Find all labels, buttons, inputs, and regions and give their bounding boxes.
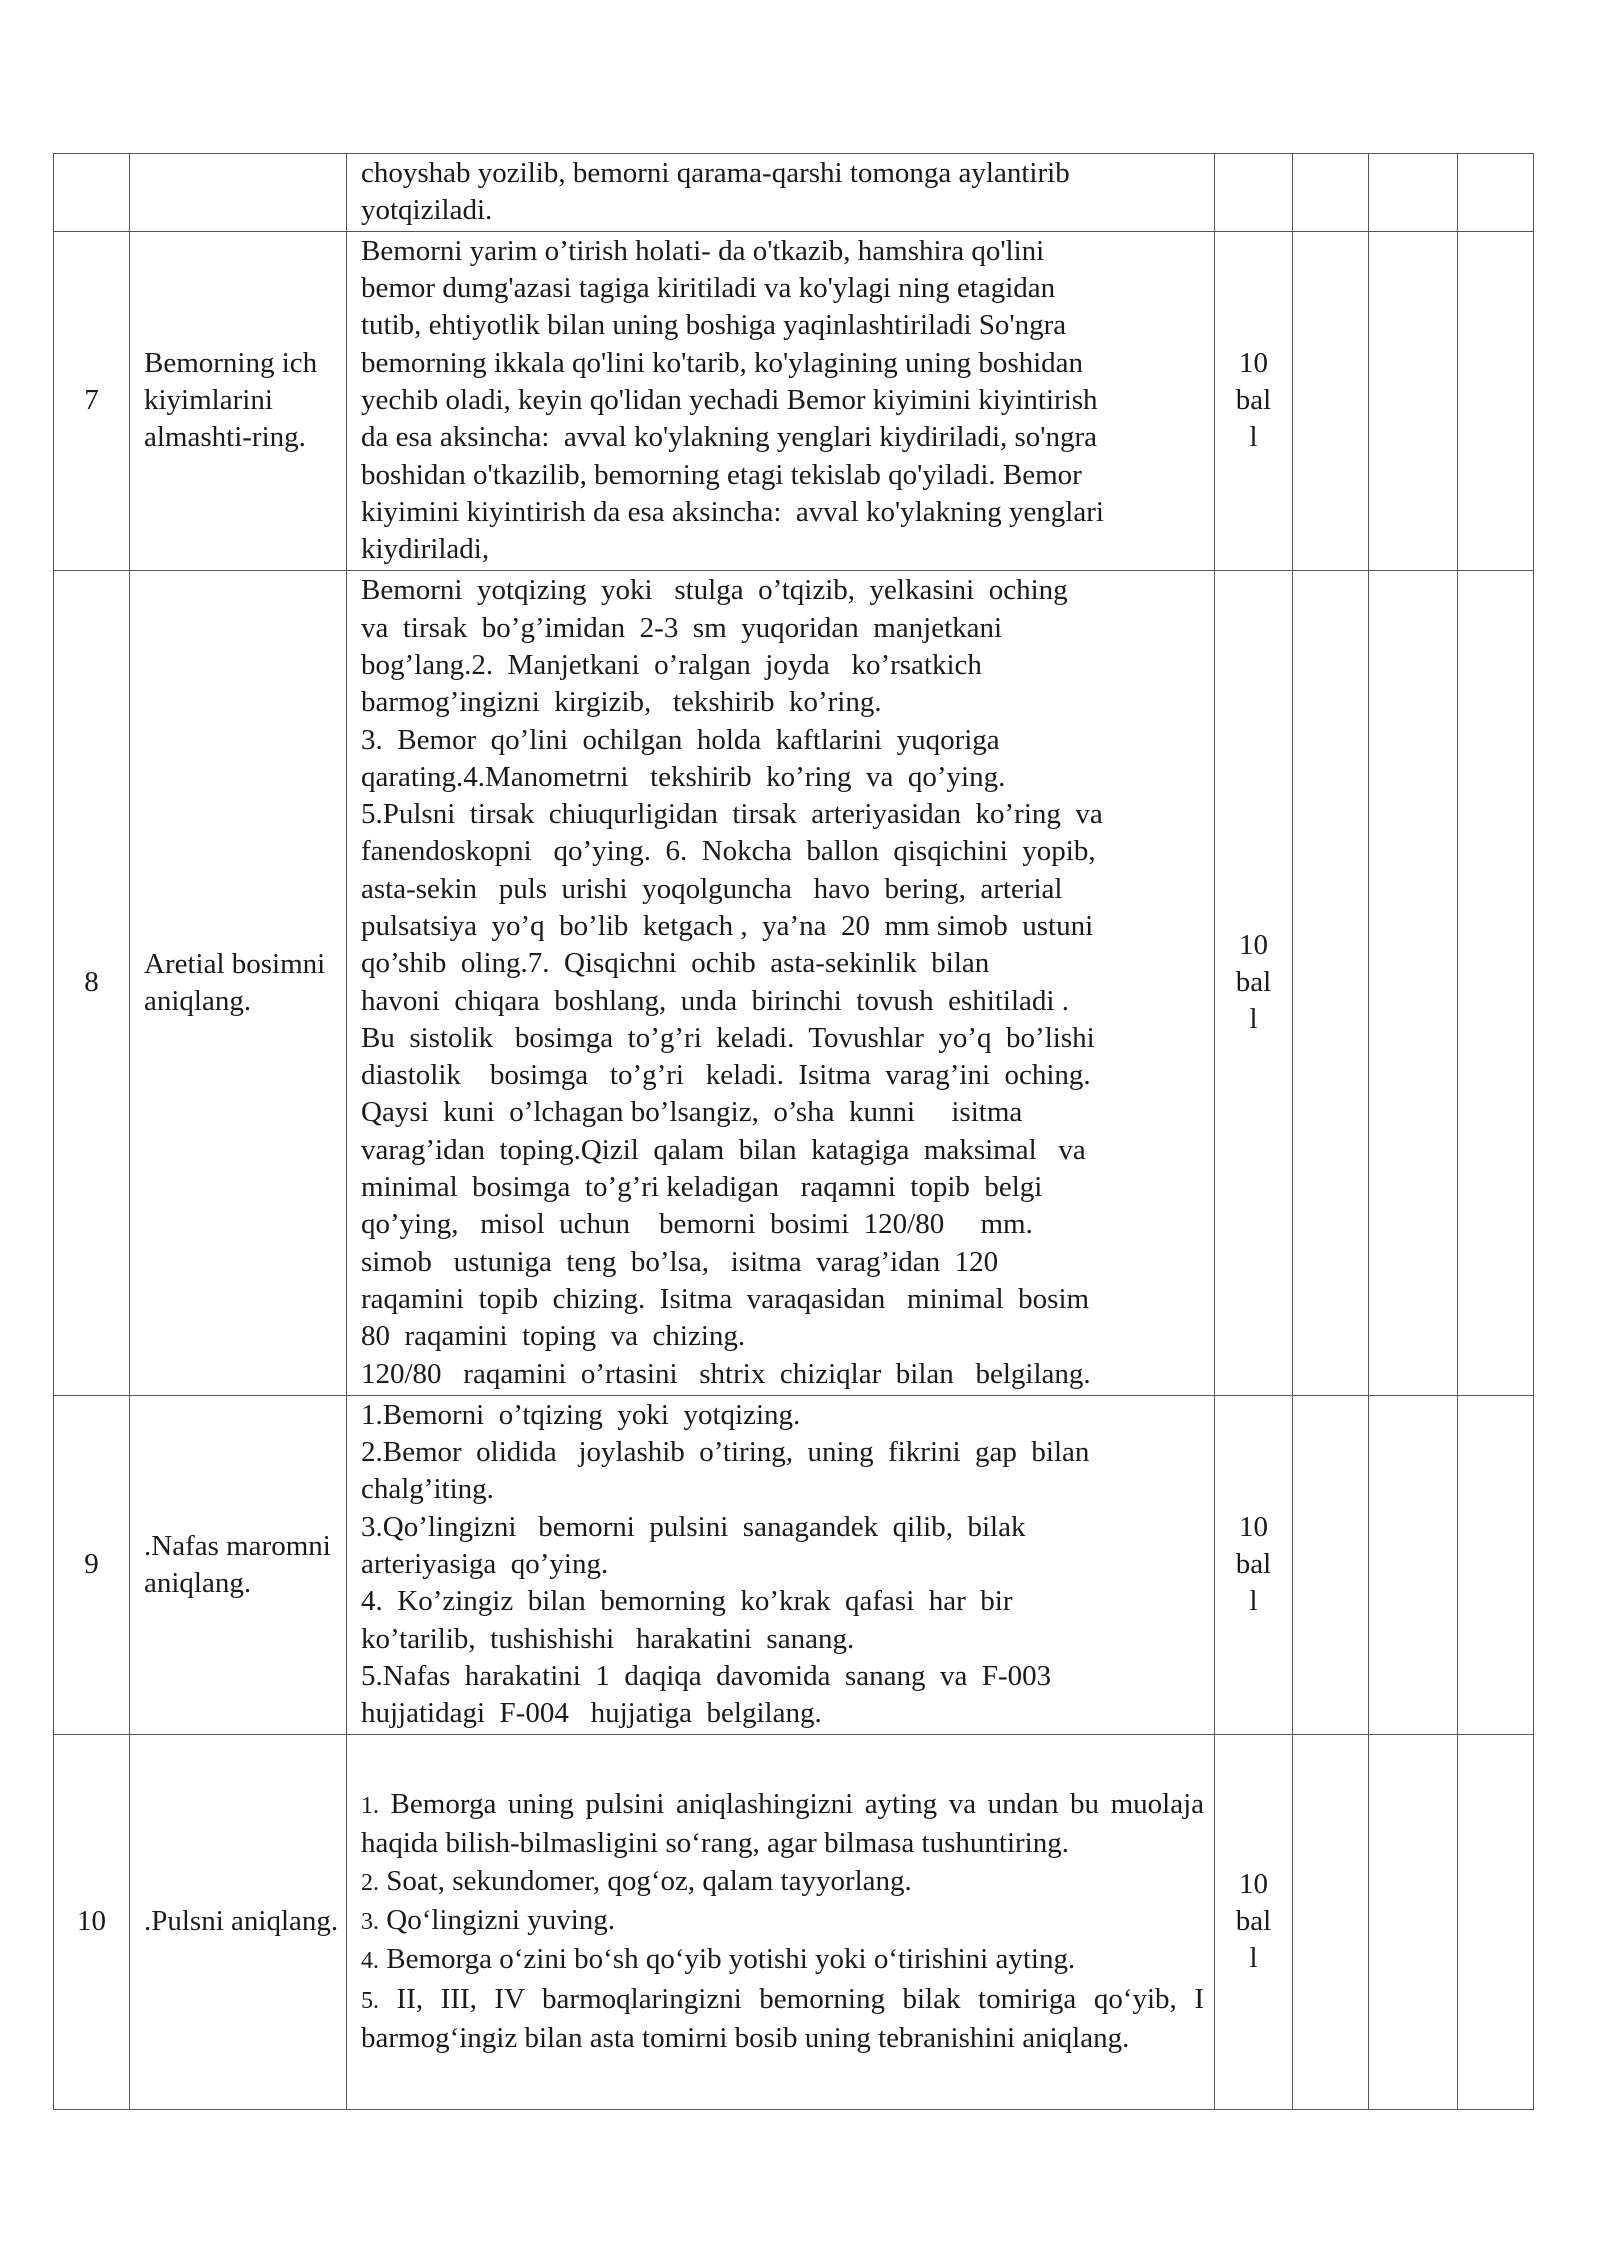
table-row xyxy=(54,1395,1534,1734)
step-item xyxy=(361,1863,1204,1902)
step-line: simob ustuniga teng bo’lsa, isitma varag’idan 120 xyxy=(361,1245,999,1278)
step-line: qarating.4.Manometrni tekshirib ko’ring va qo’ying. xyxy=(361,760,1006,793)
step-text: Bemorga uning pulsini aniqlashingizni ayting va undan bu muolaja haqida bilish-bilmasligini so‘rang, agar bilmasa tushuntiring. xyxy=(361,1788,1205,1860)
step-text: Soat, sekundomer, qog‘oz, qalam tayyorlang. xyxy=(386,1864,912,1897)
assessment-table xyxy=(53,153,1534,2110)
step-item xyxy=(361,1941,1204,1980)
step-line: Bemorni yotqizing yoki stulga o’tqizib, yelkasini oching xyxy=(361,574,1068,607)
table-row xyxy=(54,154,1534,232)
mark-cell-b xyxy=(1369,1395,1458,1734)
step-line: 4. Ko’zingiz bilan bemorning ko’krak qafasi har bir xyxy=(361,1585,1013,1618)
table-row xyxy=(54,231,1534,570)
table-row xyxy=(54,570,1534,1395)
step-text: Bemorga o‘zini bo‘sh qo‘yib yotishi yoki o‘tirishini ayting. xyxy=(386,1943,1076,1976)
step-line: arteriyasiga qo’ying. xyxy=(361,1547,609,1580)
mark-cell-a xyxy=(1293,1395,1369,1734)
procedure-title: .Pulsni aniqlang. xyxy=(130,1734,347,2109)
score-cell: 10 bal l xyxy=(1215,570,1293,1395)
mark-cell-b xyxy=(1369,154,1458,232)
procedure-steps xyxy=(347,154,1215,232)
step-line: Bemorni yarim o’tirish holati- da o'tkazib, hamshira qo'lini xyxy=(361,234,1045,267)
table-row xyxy=(54,1734,1534,2109)
step-line: 3.Qo’lingizni bemorni pulsini sanagandek qilib, bilak xyxy=(361,1510,1026,1543)
step-line: chalg’iting. xyxy=(361,1473,494,1506)
procedure-steps xyxy=(347,1395,1215,1734)
step-line: Qaysi kuni o’lchagan bo’lsangiz, o’sha kunni isitma xyxy=(361,1096,1023,1129)
step-line: choyshab yozilib, bemorni qarama-qarshi tomonga aylantirib xyxy=(361,157,1070,189)
procedure-title: Bemorning ich kiyimlarini almashti-ring. xyxy=(130,231,347,570)
score-cell xyxy=(1215,154,1293,232)
step-item xyxy=(361,1981,1204,2058)
step-line: varag’idan toping.Qizil qalam bilan katagiga maksimal va xyxy=(361,1133,1086,1166)
row-number: 7 xyxy=(54,231,130,570)
step-line: va tirsak bo’g’imidan 2-3 sm yuqoridan manjetkani xyxy=(361,611,1003,644)
mark-cell-c xyxy=(1458,1395,1534,1734)
step-line: bemor dumg'azasi tagiga kiritiladi va ko'ylagi ning etagidan xyxy=(361,272,1056,305)
step-line: fanendoskopni qo’ying. 6. Nokcha ballon qisqichini yopib, xyxy=(361,835,1096,868)
step-item xyxy=(361,1786,1204,1863)
step-line: boshidan o'tkazilib, bemorning etagi tekislab qo'yiladi. Bemor xyxy=(361,458,1082,491)
step-line: minimal bosimga to’g’ri keladigan raqamni topib belgi xyxy=(361,1171,1043,1204)
step-line: kiydiriladi, xyxy=(361,533,490,566)
mark-cell-c xyxy=(1458,1734,1534,2109)
step-line: 5.Nafas harakatini 1 daqiqa davomida sanang va F-003 xyxy=(361,1659,1052,1692)
score-cell: 10 bal l xyxy=(1215,1395,1293,1734)
step-line: 80 raqamini toping va chizing. xyxy=(361,1320,746,1353)
score-cell: 10 bal l xyxy=(1215,231,1293,570)
step-line: ko’tarilib, tushishishi harakatini sanang. xyxy=(361,1622,855,1655)
step-number: 1. xyxy=(361,1793,379,1820)
procedure-title: .Nafas maromni aniqlang. xyxy=(130,1395,347,1734)
step-text: II, III, IV barmoqlaringizni bemorning bilak tomiriga qo‘yib, I barmog‘ingiz bilan asta tomirni bosib uning tebranishini aniqlang. xyxy=(361,1982,1204,2054)
procedure-steps xyxy=(347,231,1215,570)
step-line: yotqiziladi. xyxy=(361,194,493,227)
mark-cell-c xyxy=(1458,231,1534,570)
step-line: Bu sistolik bosimga to’g’ri keladi. Tovushlar yo’q bo’lishi xyxy=(361,1021,1095,1054)
step-line: qo’shib oling.7. Qisqichni ochib asta-sekinlik bilan xyxy=(361,947,990,980)
mark-cell-a xyxy=(1293,231,1369,570)
step-line: 1.Bemorni o’tqizing yoki yotqizing. xyxy=(361,1398,801,1431)
step-number: 2. xyxy=(361,1869,379,1896)
step-line: tutib, ehtiyotlik bilan uning boshiga yaqinlashtiriladi So'ngra xyxy=(361,309,1067,342)
step-line: asta-sekin puls urishi yoqolguncha havo bering, arterial xyxy=(361,872,1063,905)
mark-cell-a xyxy=(1293,570,1369,1395)
step-line: bog’lang.2. Manjetkani o’ralgan joyda ko’rsatkich xyxy=(361,648,982,681)
step-item xyxy=(361,1902,1204,1941)
step-line: diastolik bosimga to’g’ri keladi. Isitma varag’ini oching. xyxy=(361,1059,1091,1092)
step-line: 5.Pulsni tirsak chiuqurligidan tirsak arteriyasidan ko’ring va xyxy=(361,798,1103,831)
mark-cell-c xyxy=(1458,570,1534,1395)
step-number: 5. xyxy=(361,1987,379,2014)
step-line: havoni chiqara boshlang, unda birinchi tovush eshitiladi . xyxy=(361,984,1069,1017)
procedure-title xyxy=(130,154,347,232)
step-line: hujjatidagi F-004 hujjatiga belgilang. xyxy=(361,1697,822,1730)
step-line: 120/80 raqamini o’rtasini shtrix chiziqlar bilan belgilang. xyxy=(361,1357,1091,1390)
step-line: pulsatsiya yo’q bo’lib ketgach , ya’na 20 mm simob ustuni xyxy=(361,910,1094,942)
step-line: 3. Bemor qo’lini ochilgan holda kaftlarini yuqoriga xyxy=(361,723,1000,756)
row-number: 8 xyxy=(54,570,130,1395)
step-line: bemorning ikkala qo'lini ko'tarib, ko'ylagining uning boshidan xyxy=(361,346,1084,379)
step-line: yechib oladi, keyin qo'lidan yechadi Bemor kiyimini kiyintirish xyxy=(361,383,1098,416)
procedure-steps xyxy=(347,1734,1215,2109)
mark-cell-a xyxy=(1293,1734,1369,2109)
row-number: 10 xyxy=(54,1734,130,2109)
mark-cell-c xyxy=(1458,154,1534,232)
step-line: kiyimini kiyintirish da esa aksincha: avval ko'ylakning yenglari xyxy=(361,495,1104,528)
procedure-title: Aretial bosimni aniqlang. xyxy=(130,570,347,1395)
score-cell: 10 bal l xyxy=(1215,1734,1293,2109)
step-line: barmog’ingizni kirgizib, tekshirib ko’ring. xyxy=(361,686,882,719)
mark-cell-a xyxy=(1293,154,1369,232)
mark-cell-b xyxy=(1369,1734,1458,2109)
step-text: Qo‘lingizni yuving. xyxy=(386,1903,616,1936)
step-line: qo’ying, misol uchun bemorni bosimi 120/80 mm. xyxy=(361,1208,1033,1241)
step-number: 3. xyxy=(361,1908,379,1935)
step-line: 2.Bemor olidida joylashib o’tiring, uning fikrini gap bilan xyxy=(361,1436,1090,1469)
mark-cell-b xyxy=(1369,570,1458,1395)
row-number xyxy=(54,154,130,232)
step-line: raqamini topib chizing. Isitma varaqasidan minimal bosim xyxy=(361,1282,1090,1315)
step-number: 4. xyxy=(361,1948,379,1975)
mark-cell-b xyxy=(1369,231,1458,570)
procedure-steps xyxy=(347,570,1215,1395)
step-line: da esa aksincha: avval ko'ylakning yenglari kiydiriladi, so'ngra xyxy=(361,421,1098,454)
row-number: 9 xyxy=(54,1395,130,1734)
